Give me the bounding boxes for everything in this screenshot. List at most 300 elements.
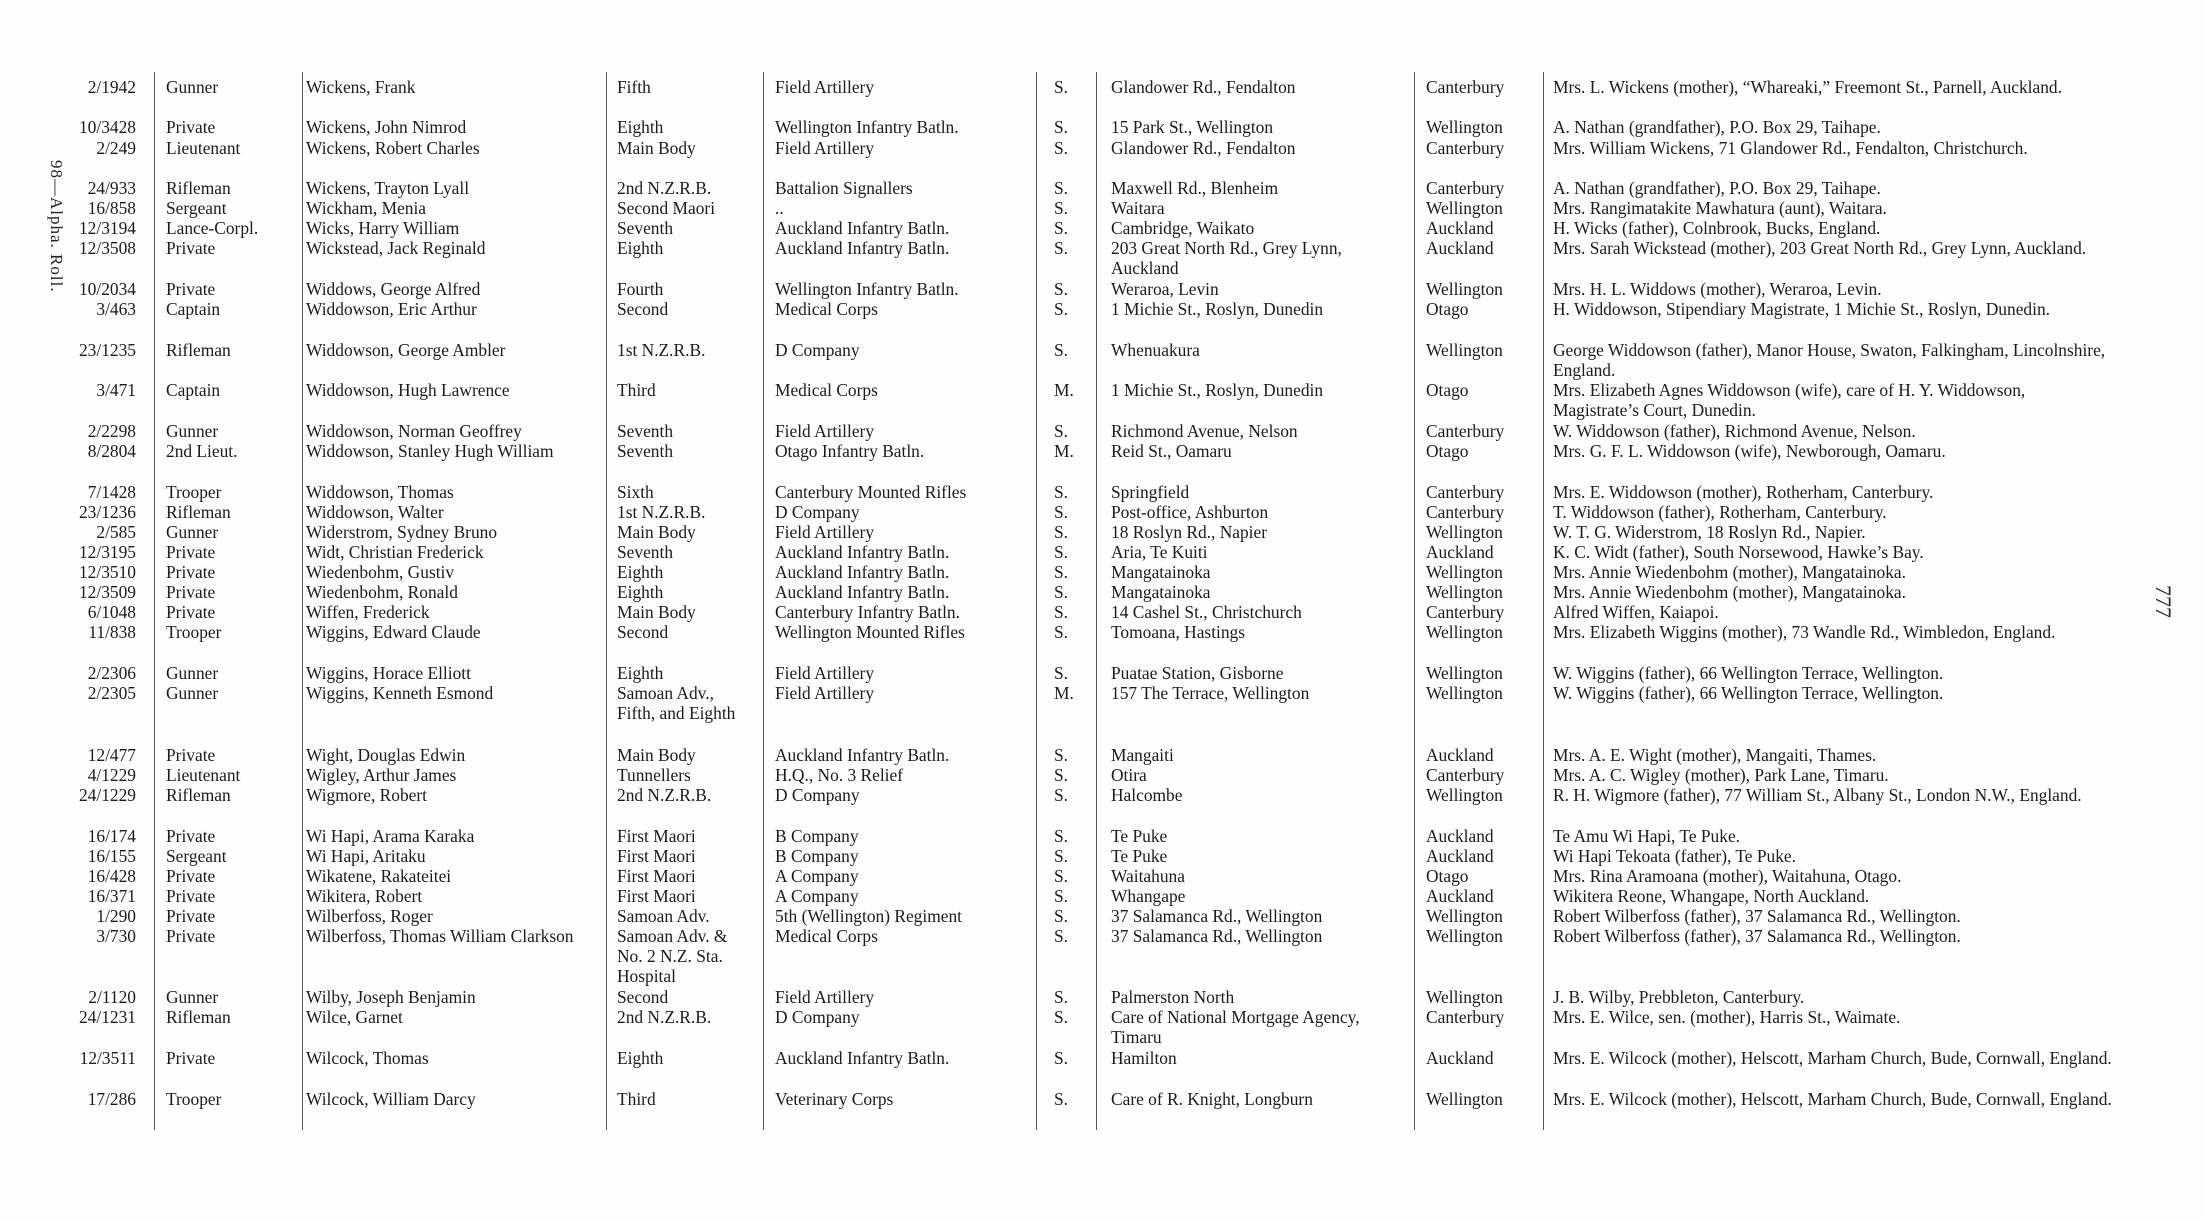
unit-cell: Field Artillery bbox=[775, 421, 875, 441]
rank-cell: Private bbox=[166, 1048, 216, 1068]
last-address-cell: 15 Park St., Wellington bbox=[1111, 117, 1274, 137]
service-number-cell: 23/1235 bbox=[78, 340, 136, 360]
unit-cell: Auckland Infantry Batln. bbox=[775, 582, 950, 602]
service-number-cell: 1/290 bbox=[96, 906, 136, 926]
marital-status-cell: S. bbox=[1054, 622, 1069, 642]
marital-status-cell: S. bbox=[1054, 238, 1069, 258]
draft-cell: Second Maori bbox=[617, 198, 716, 218]
rank-cell: Lieutenant bbox=[166, 765, 241, 785]
soldier-name-cell: Wiedenbohm, Ronald bbox=[306, 582, 458, 602]
last-address-cell: Reid St., Oamaru bbox=[1111, 441, 1232, 461]
service-number-cell: 12/3195 bbox=[78, 542, 136, 562]
marital-status-cell: S. bbox=[1054, 926, 1069, 946]
service-number-cell: 17/286 bbox=[87, 1089, 136, 1109]
rank-cell: Trooper bbox=[166, 1089, 222, 1109]
soldier-name-cell: Widdowson, Stanley Hugh William bbox=[306, 441, 554, 461]
marital-status-cell: S. bbox=[1054, 218, 1069, 238]
last-address-cell: Glandower Rd., Fendalton bbox=[1111, 138, 1296, 158]
rank-cell: Private bbox=[166, 906, 216, 926]
draft-cell: Third bbox=[617, 380, 656, 400]
district-cell: Canterbury bbox=[1426, 502, 1505, 522]
last-address-cell: Aria, Te Kuiti bbox=[1111, 542, 1208, 562]
service-number-cell: 12/3511 bbox=[79, 1048, 136, 1068]
marital-status-cell: S. bbox=[1054, 542, 1069, 562]
rank-cell: Rifleman bbox=[166, 178, 231, 198]
marital-status-cell: S. bbox=[1054, 1089, 1069, 1109]
district-cell: Wellington bbox=[1426, 663, 1503, 683]
soldier-name-cell: Wi Hapi, Aritaku bbox=[306, 846, 426, 866]
draft-cell: First Maori bbox=[617, 826, 696, 846]
draft-cell: Seventh bbox=[617, 421, 674, 441]
draft-cell: Samoan Adv. & No. 2 N.Z. Sta. Hospital bbox=[617, 926, 728, 986]
draft-cell: Eighth bbox=[617, 663, 664, 683]
last-address-cell: Tomoana, Hastings bbox=[1111, 622, 1246, 642]
last-address-cell: Te Puke bbox=[1111, 826, 1168, 846]
last-address-cell: Whenuakura bbox=[1111, 340, 1200, 360]
district-cell: Wellington bbox=[1426, 582, 1503, 602]
district-cell: Wellington bbox=[1426, 785, 1503, 805]
unit-cell: Field Artillery bbox=[775, 663, 875, 683]
rank-cell: Private bbox=[166, 117, 216, 137]
rank-cell: Private bbox=[166, 926, 216, 946]
district-cell: Otago bbox=[1426, 866, 1469, 886]
soldier-name-cell: Wikitera, Robert bbox=[306, 886, 423, 906]
rank-cell: Private bbox=[166, 886, 216, 906]
unit-cell: B Company bbox=[775, 846, 859, 866]
next-of-kin-cell: H. Wicks (father), Colnbrook, Bucks, England. bbox=[1553, 218, 1881, 238]
next-of-kin-cell: K. C. Widt (father), South Norsewood, Hawke’s Bay. bbox=[1553, 542, 1924, 562]
unit-cell: Otago Infantry Batln. bbox=[775, 441, 925, 461]
next-of-kin-cell: Mrs. Elizabeth Wiggins (mother), 73 Wandle Rd., Wimbledon, England. bbox=[1553, 622, 2056, 642]
district-cell: Otago bbox=[1426, 380, 1469, 400]
last-address-cell: Hamilton bbox=[1111, 1048, 1177, 1068]
draft-cell: Eighth bbox=[617, 1048, 664, 1068]
rank-cell: Gunner bbox=[166, 522, 219, 542]
unit-cell: Field Artillery bbox=[775, 138, 875, 158]
service-number-cell: 2/2305 bbox=[87, 683, 136, 703]
unit-cell: Battalion Signallers bbox=[775, 178, 913, 198]
service-number-cell: 24/1231 bbox=[78, 1007, 136, 1027]
rank-cell: Private bbox=[166, 602, 216, 622]
marital-status-cell: S. bbox=[1054, 1007, 1069, 1027]
next-of-kin-cell: W. Wiggins (father), 66 Wellington Terrace, Wellington. bbox=[1553, 683, 1944, 703]
last-address-cell: 1 Michie St., Roslyn, Dunedin bbox=[1111, 299, 1324, 319]
district-cell: Canterbury bbox=[1426, 602, 1505, 622]
soldier-name-cell: Wiggins, Kenneth Esmond bbox=[306, 683, 494, 703]
rank-cell: Lance-Corpl. bbox=[166, 218, 259, 238]
next-of-kin-cell: George Widdowson (father), Manor House, Swaton, Falkingham, Lincolnshire, England. bbox=[1553, 340, 2106, 380]
draft-cell: Main Body bbox=[617, 138, 696, 158]
service-number-cell: 16/155 bbox=[87, 846, 136, 866]
unit-cell: Wellington Infantry Batln. bbox=[775, 279, 959, 299]
unit-cell: Auckland Infantry Batln. bbox=[775, 562, 950, 582]
draft-cell: First Maori bbox=[617, 846, 696, 866]
service-number-cell: 8/2804 bbox=[87, 441, 136, 461]
draft-cell: Second bbox=[617, 299, 669, 319]
draft-cell: Fifth bbox=[617, 77, 651, 97]
rank-cell: Captain bbox=[166, 299, 221, 319]
service-number-cell: 4/1229 bbox=[87, 765, 136, 785]
unit-cell: D Company bbox=[775, 502, 860, 522]
district-cell: Wellington bbox=[1426, 926, 1503, 946]
district-cell: Canterbury bbox=[1426, 482, 1505, 502]
marital-status-cell: S. bbox=[1054, 279, 1069, 299]
marital-status-cell: S. bbox=[1054, 117, 1069, 137]
next-of-kin-cell: Mrs. E. Wilcock (mother), Helscott, Marham Church, Bude, Cornwall, England. bbox=[1553, 1089, 2112, 1109]
unit-cell: Field Artillery bbox=[775, 77, 875, 97]
unit-cell: Veterinary Corps bbox=[775, 1089, 894, 1109]
unit-cell: Medical Corps bbox=[775, 926, 878, 946]
district-cell: Wellington bbox=[1426, 279, 1503, 299]
service-number-cell: 12/3508 bbox=[78, 238, 136, 258]
marital-status-cell: S. bbox=[1054, 906, 1069, 926]
service-number-cell: 24/1229 bbox=[78, 785, 136, 805]
marital-status-cell: S. bbox=[1054, 421, 1069, 441]
soldier-name-cell: Wi Hapi, Arama Karaka bbox=[306, 826, 475, 846]
district-cell: Auckland bbox=[1426, 886, 1494, 906]
rank-cell: 2nd Lieut. bbox=[166, 441, 238, 461]
unit-cell: Wellington Infantry Batln. bbox=[775, 117, 959, 137]
column-divider bbox=[1036, 72, 1037, 1130]
column-divider bbox=[302, 72, 303, 1130]
marital-status-cell: M. bbox=[1054, 441, 1074, 461]
last-address-cell: Post-office, Ashburton bbox=[1111, 502, 1269, 522]
marital-status-cell: S. bbox=[1054, 765, 1069, 785]
next-of-kin-cell: Mrs. William Wickens, 71 Glandower Rd., Fendalton, Christchurch. bbox=[1553, 138, 2028, 158]
district-cell: Canterbury bbox=[1426, 77, 1505, 97]
column-divider bbox=[1096, 72, 1097, 1130]
district-cell: Auckland bbox=[1426, 745, 1494, 765]
rank-cell: Private bbox=[166, 542, 216, 562]
district-cell: Wellington bbox=[1426, 522, 1503, 542]
next-of-kin-cell: Wikitera Reone, Whangape, North Auckland. bbox=[1553, 886, 1870, 906]
rank-cell: Rifleman bbox=[166, 785, 231, 805]
soldier-name-cell: Widdowson, Hugh Lawrence bbox=[306, 380, 510, 400]
last-address-cell: Halcombe bbox=[1111, 785, 1183, 805]
soldier-name-cell: Wicks, Harry William bbox=[306, 218, 460, 238]
last-address-cell: Care of R. Knight, Longburn bbox=[1111, 1089, 1313, 1109]
district-cell: Canterbury bbox=[1426, 1007, 1505, 1027]
unit-cell: Field Artillery bbox=[775, 987, 875, 1007]
service-number-cell: 2/1120 bbox=[88, 987, 136, 1007]
unit-cell: Canterbury Mounted Rifles bbox=[775, 482, 967, 502]
marital-status-cell: S. bbox=[1054, 482, 1069, 502]
rank-cell: Trooper bbox=[166, 482, 222, 502]
rank-cell: Private bbox=[166, 279, 216, 299]
last-address-cell: Otira bbox=[1111, 765, 1147, 785]
next-of-kin-cell: Mrs. E. Wilcock (mother), Helscott, Marham Church, Bude, Cornwall, England. bbox=[1553, 1048, 2112, 1068]
draft-cell: Third bbox=[617, 1089, 656, 1109]
column-divider bbox=[763, 72, 764, 1130]
draft-cell: Second bbox=[617, 987, 669, 1007]
soldier-name-cell: Wigley, Arthur James bbox=[306, 765, 457, 785]
marital-status-cell: S. bbox=[1054, 987, 1069, 1007]
service-number-cell: 16/371 bbox=[87, 886, 136, 906]
draft-cell: Sixth bbox=[617, 482, 654, 502]
service-number-cell: 2/2306 bbox=[87, 663, 136, 683]
soldier-name-cell: Widerstrom, Sydney Bruno bbox=[306, 522, 498, 542]
district-cell: Otago bbox=[1426, 299, 1469, 319]
next-of-kin-cell: Mrs. E. Wilce, sen. (mother), Harris St., Waimate. bbox=[1553, 1007, 1901, 1027]
next-of-kin-cell: Mrs. H. L. Widdows (mother), Weraroa, Levin. bbox=[1553, 279, 1882, 299]
soldier-name-cell: Wickens, John Nimrod bbox=[306, 117, 467, 137]
last-address-cell: Whangape bbox=[1111, 886, 1186, 906]
draft-cell: Eighth bbox=[617, 117, 664, 137]
marital-status-cell: S. bbox=[1054, 562, 1069, 582]
district-cell: Wellington bbox=[1426, 1089, 1503, 1109]
draft-cell: Samoan Adv. bbox=[617, 906, 710, 926]
draft-cell: 1st N.Z.R.B. bbox=[617, 502, 706, 522]
marital-status-cell: S. bbox=[1054, 502, 1069, 522]
column-divider bbox=[1543, 72, 1544, 1130]
next-of-kin-cell: Mrs. L. Wickens (mother), “Whareaki,” Freemont St., Parnell, Auckland. bbox=[1553, 77, 2062, 97]
last-address-cell: Springfield bbox=[1111, 482, 1190, 502]
last-address-cell: 37 Salamanca Rd., Wellington bbox=[1111, 926, 1323, 946]
marital-status-cell: S. bbox=[1054, 826, 1069, 846]
soldier-name-cell: Wilcock, Thomas bbox=[306, 1048, 429, 1068]
unit-cell: Auckland Infantry Batln. bbox=[775, 745, 950, 765]
soldier-name-cell: Widdowson, Eric Arthur bbox=[306, 299, 477, 319]
service-number-cell: 23/1236 bbox=[78, 502, 136, 522]
rank-cell: Rifleman bbox=[166, 1007, 231, 1027]
unit-cell: Auckland Infantry Batln. bbox=[775, 542, 950, 562]
next-of-kin-cell: Wi Hapi Tekoata (father), Te Puke. bbox=[1553, 846, 1796, 866]
draft-cell: Samoan Adv., Fifth, and Eighth bbox=[617, 683, 736, 723]
soldier-name-cell: Wight, Douglas Edwin bbox=[306, 745, 466, 765]
unit-cell: Medical Corps bbox=[775, 299, 878, 319]
service-number-cell: 11/838 bbox=[88, 622, 136, 642]
soldier-name-cell: Widdowson, Walter bbox=[306, 502, 444, 522]
rank-cell: Private bbox=[166, 582, 216, 602]
rank-cell: Sergeant bbox=[166, 846, 227, 866]
marital-status-cell: S. bbox=[1054, 138, 1069, 158]
unit-cell: Field Artillery bbox=[775, 522, 875, 542]
rank-cell: Private bbox=[166, 238, 216, 258]
rank-cell: Gunner bbox=[166, 421, 219, 441]
next-of-kin-cell: Mrs. A. E. Wight (mother), Mangaiti, Thames. bbox=[1553, 745, 1877, 765]
district-cell: Wellington bbox=[1426, 340, 1503, 360]
soldier-name-cell: Wiedenbohm, Gustiv bbox=[306, 562, 455, 582]
draft-cell: 2nd N.Z.R.B. bbox=[617, 785, 712, 805]
service-number-cell: 24/933 bbox=[87, 178, 136, 198]
marital-status-cell: S. bbox=[1054, 522, 1069, 542]
service-number-cell: 16/174 bbox=[87, 826, 136, 846]
district-cell: Auckland bbox=[1426, 826, 1494, 846]
rank-cell: Gunner bbox=[166, 683, 219, 703]
rank-cell: Lieutenant bbox=[166, 138, 241, 158]
marital-status-cell: S. bbox=[1054, 663, 1069, 683]
draft-cell: Seventh bbox=[617, 218, 674, 238]
rank-cell: Private bbox=[166, 745, 216, 765]
marital-status-cell: S. bbox=[1054, 340, 1069, 360]
service-number-cell: 12/477 bbox=[87, 745, 136, 765]
draft-cell: Main Body bbox=[617, 522, 696, 542]
service-number-cell: 2/585 bbox=[96, 522, 136, 542]
district-cell: Wellington bbox=[1426, 906, 1503, 926]
next-of-kin-cell: W. Widdowson (father), Richmond Avenue, Nelson. bbox=[1553, 421, 1916, 441]
soldier-name-cell: Wilcock, William Darcy bbox=[306, 1089, 476, 1109]
draft-cell: 2nd N.Z.R.B. bbox=[617, 1007, 712, 1027]
marital-status-cell: S. bbox=[1054, 866, 1069, 886]
marital-status-cell: S. bbox=[1054, 1048, 1069, 1068]
column-divider bbox=[606, 72, 607, 1130]
unit-cell: D Company bbox=[775, 1007, 860, 1027]
draft-cell: Seventh bbox=[617, 542, 674, 562]
service-number-cell: 12/3194 bbox=[78, 218, 136, 238]
marital-status-cell: S. bbox=[1054, 178, 1069, 198]
draft-cell: First Maori bbox=[617, 886, 696, 906]
service-number-cell: 3/730 bbox=[96, 926, 136, 946]
last-address-cell: Waitara bbox=[1111, 198, 1165, 218]
last-address-cell: Weraroa, Levin bbox=[1111, 279, 1219, 299]
soldier-name-cell: Widdowson, Norman Geoffrey bbox=[306, 421, 522, 441]
last-address-cell: Mangatainoka bbox=[1111, 562, 1211, 582]
marital-status-cell: S. bbox=[1054, 602, 1069, 622]
rank-cell: Gunner bbox=[166, 663, 219, 683]
unit-cell: Field Artillery bbox=[775, 683, 875, 703]
rank-cell: Private bbox=[166, 866, 216, 886]
draft-cell: 1st N.Z.R.B. bbox=[617, 340, 706, 360]
soldier-name-cell: Wikatene, Rakateitei bbox=[306, 866, 452, 886]
unit-cell: .. bbox=[775, 198, 784, 218]
soldier-name-cell: Widdowson, Thomas bbox=[306, 482, 454, 502]
soldier-name-cell: Wilby, Joseph Benjamin bbox=[306, 987, 476, 1007]
next-of-kin-cell: Mrs. Rina Aramoana (mother), Waitahuna, Otago. bbox=[1553, 866, 1902, 886]
last-address-cell: 18 Roslyn Rd., Napier bbox=[1111, 522, 1268, 542]
district-cell: Wellington bbox=[1426, 622, 1503, 642]
rank-cell: Gunner bbox=[166, 987, 219, 1007]
service-number-cell: 3/471 bbox=[96, 380, 136, 400]
unit-cell: H.Q., No. 3 Relief bbox=[775, 765, 903, 785]
last-address-cell: Cambridge, Waikato bbox=[1111, 218, 1255, 238]
draft-cell: First Maori bbox=[617, 866, 696, 886]
district-cell: Auckland bbox=[1426, 218, 1494, 238]
last-address-cell: Glandower Rd., Fendalton bbox=[1111, 77, 1296, 97]
service-number-cell: 6/1048 bbox=[87, 602, 136, 622]
draft-cell: Main Body bbox=[617, 745, 696, 765]
marital-status-cell: S. bbox=[1054, 77, 1069, 97]
service-number-cell: 10/3428 bbox=[78, 117, 136, 137]
marital-status-cell: S. bbox=[1054, 745, 1069, 765]
draft-cell: Seventh bbox=[617, 441, 674, 461]
unit-cell: D Company bbox=[775, 785, 860, 805]
soldier-name-cell: Wilberfoss, Roger bbox=[306, 906, 433, 926]
rank-cell: Private bbox=[166, 562, 216, 582]
draft-cell: Tunnellers bbox=[617, 765, 691, 785]
district-cell: Canterbury bbox=[1426, 421, 1505, 441]
next-of-kin-cell: Mrs. G. F. L. Widdowson (wife), Newborough, Oamaru. bbox=[1553, 441, 1946, 461]
draft-cell: 2nd N.Z.R.B. bbox=[617, 178, 712, 198]
district-cell: Wellington bbox=[1426, 198, 1503, 218]
draft-cell: Second bbox=[617, 622, 669, 642]
unit-cell: A Company bbox=[775, 866, 859, 886]
page-section-label: 98—Alpha. Roll. bbox=[47, 160, 66, 293]
service-number-cell: 2/2298 bbox=[87, 421, 136, 441]
next-of-kin-cell: W. Wiggins (father), 66 Wellington Terrace, Wellington. bbox=[1553, 663, 1944, 683]
soldier-name-cell: Wickham, Menia bbox=[306, 198, 427, 218]
service-number-cell: 10/2034 bbox=[78, 279, 136, 299]
next-of-kin-cell: W. T. G. Widerstrom, 18 Roslyn Rd., Napier. bbox=[1553, 522, 1866, 542]
unit-cell: Canterbury Infantry Batln. bbox=[775, 602, 960, 622]
draft-cell: Eighth bbox=[617, 238, 664, 258]
next-of-kin-cell: Mrs. Rangimatakite Mawhatura (aunt), Waitara. bbox=[1553, 198, 1887, 218]
last-address-cell: 157 The Terrace, Wellington bbox=[1111, 683, 1310, 703]
page-number: 777 bbox=[2151, 585, 2176, 618]
draft-cell: Main Body bbox=[617, 602, 696, 622]
last-address-cell: Mangaiti bbox=[1111, 745, 1174, 765]
district-cell: Wellington bbox=[1426, 117, 1503, 137]
district-cell: Canterbury bbox=[1426, 765, 1505, 785]
next-of-kin-cell: Mrs. E. Widdowson (mother), Rotherham, Canterbury. bbox=[1553, 482, 1934, 502]
soldier-name-cell: Widdowson, George Ambler bbox=[306, 340, 506, 360]
soldier-name-cell: Wickens, Trayton Lyall bbox=[306, 178, 470, 198]
last-address-cell: Richmond Avenue, Nelson bbox=[1111, 421, 1298, 441]
soldier-name-cell: Wickstead, Jack Reginald bbox=[306, 238, 486, 258]
next-of-kin-cell: Robert Wilberfoss (father), 37 Salamanca Rd., Wellington. bbox=[1553, 926, 1961, 946]
marital-status-cell: S. bbox=[1054, 886, 1069, 906]
next-of-kin-cell: Alfred Wiffen, Kaiapoi. bbox=[1553, 602, 1719, 622]
next-of-kin-cell: Mrs. Annie Wiedenbohm (mother), Mangatainoka. bbox=[1553, 562, 1906, 582]
service-number-cell: 12/3509 bbox=[78, 582, 136, 602]
district-cell: Wellington bbox=[1426, 683, 1503, 703]
next-of-kin-cell: Mrs. Elizabeth Agnes Widdowson (wife), care of H. Y. Widdowson, Magistrate’s Court, Dunedin. bbox=[1553, 380, 2026, 420]
next-of-kin-cell: J. B. Wilby, Prebbleton, Canterbury. bbox=[1553, 987, 1805, 1007]
unit-cell: Medical Corps bbox=[775, 380, 878, 400]
district-cell: Auckland bbox=[1426, 846, 1494, 866]
unit-cell: D Company bbox=[775, 340, 860, 360]
column-divider bbox=[1414, 72, 1415, 1130]
last-address-cell: 1 Michie St., Roslyn, Dunedin bbox=[1111, 380, 1324, 400]
next-of-kin-cell: A. Nathan (grandfather), P.O. Box 29, Taihape. bbox=[1553, 117, 1881, 137]
rank-cell: Captain bbox=[166, 380, 221, 400]
marital-status-cell: S. bbox=[1054, 299, 1069, 319]
service-number-cell: 2/1942 bbox=[87, 77, 136, 97]
service-number-cell: 7/1428 bbox=[87, 482, 136, 502]
service-number-cell: 2/249 bbox=[96, 138, 136, 158]
last-address-cell: Waitahuna bbox=[1111, 866, 1185, 886]
marital-status-cell: M. bbox=[1054, 683, 1074, 703]
marital-status-cell: S. bbox=[1054, 785, 1069, 805]
marital-status-cell: S. bbox=[1054, 198, 1069, 218]
district-cell: Otago bbox=[1426, 441, 1469, 461]
next-of-kin-cell: Te Amu Wi Hapi, Te Puke. bbox=[1553, 826, 1741, 846]
draft-cell: Eighth bbox=[617, 582, 664, 602]
marital-status-cell: M. bbox=[1054, 380, 1074, 400]
next-of-kin-cell: R. H. Wigmore (father), 77 William St., Albany St., London N.W., England. bbox=[1553, 785, 2082, 805]
next-of-kin-cell: Mrs. Sarah Wickstead (mother), 203 Great North Rd., Grey Lynn, Auckland. bbox=[1553, 238, 2087, 258]
last-address-cell: Puatae Station, Gisborne bbox=[1111, 663, 1284, 683]
district-cell: Auckland bbox=[1426, 238, 1494, 258]
district-cell: Canterbury bbox=[1426, 178, 1505, 198]
district-cell: Auckland bbox=[1426, 542, 1494, 562]
soldier-name-cell: Wiggins, Edward Claude bbox=[306, 622, 481, 642]
unit-cell: Auckland Infantry Batln. bbox=[775, 218, 950, 238]
draft-cell: Fourth bbox=[617, 279, 664, 299]
unit-cell: Auckland Infantry Batln. bbox=[775, 1048, 950, 1068]
next-of-kin-cell: Robert Wilberfoss (father), 37 Salamanca Rd., Wellington. bbox=[1553, 906, 1961, 926]
last-address-cell: Mangatainoka bbox=[1111, 582, 1211, 602]
soldier-name-cell: Widdows, George Alfred bbox=[306, 279, 481, 299]
next-of-kin-cell: T. Widdowson (father), Rotherham, Canterbury. bbox=[1553, 502, 1887, 522]
unit-cell: B Company bbox=[775, 826, 859, 846]
next-of-kin-cell: Mrs. Annie Wiedenbohm (mother), Mangatainoka. bbox=[1553, 582, 1906, 602]
district-cell: Canterbury bbox=[1426, 138, 1505, 158]
soldier-name-cell: Wiffen, Frederick bbox=[306, 602, 430, 622]
soldier-name-cell: Widt, Christian Frederick bbox=[306, 542, 484, 562]
rank-cell: Sergeant bbox=[166, 198, 227, 218]
unit-cell: Wellington Mounted Rifles bbox=[775, 622, 965, 642]
last-address-cell: Palmerston North bbox=[1111, 987, 1235, 1007]
